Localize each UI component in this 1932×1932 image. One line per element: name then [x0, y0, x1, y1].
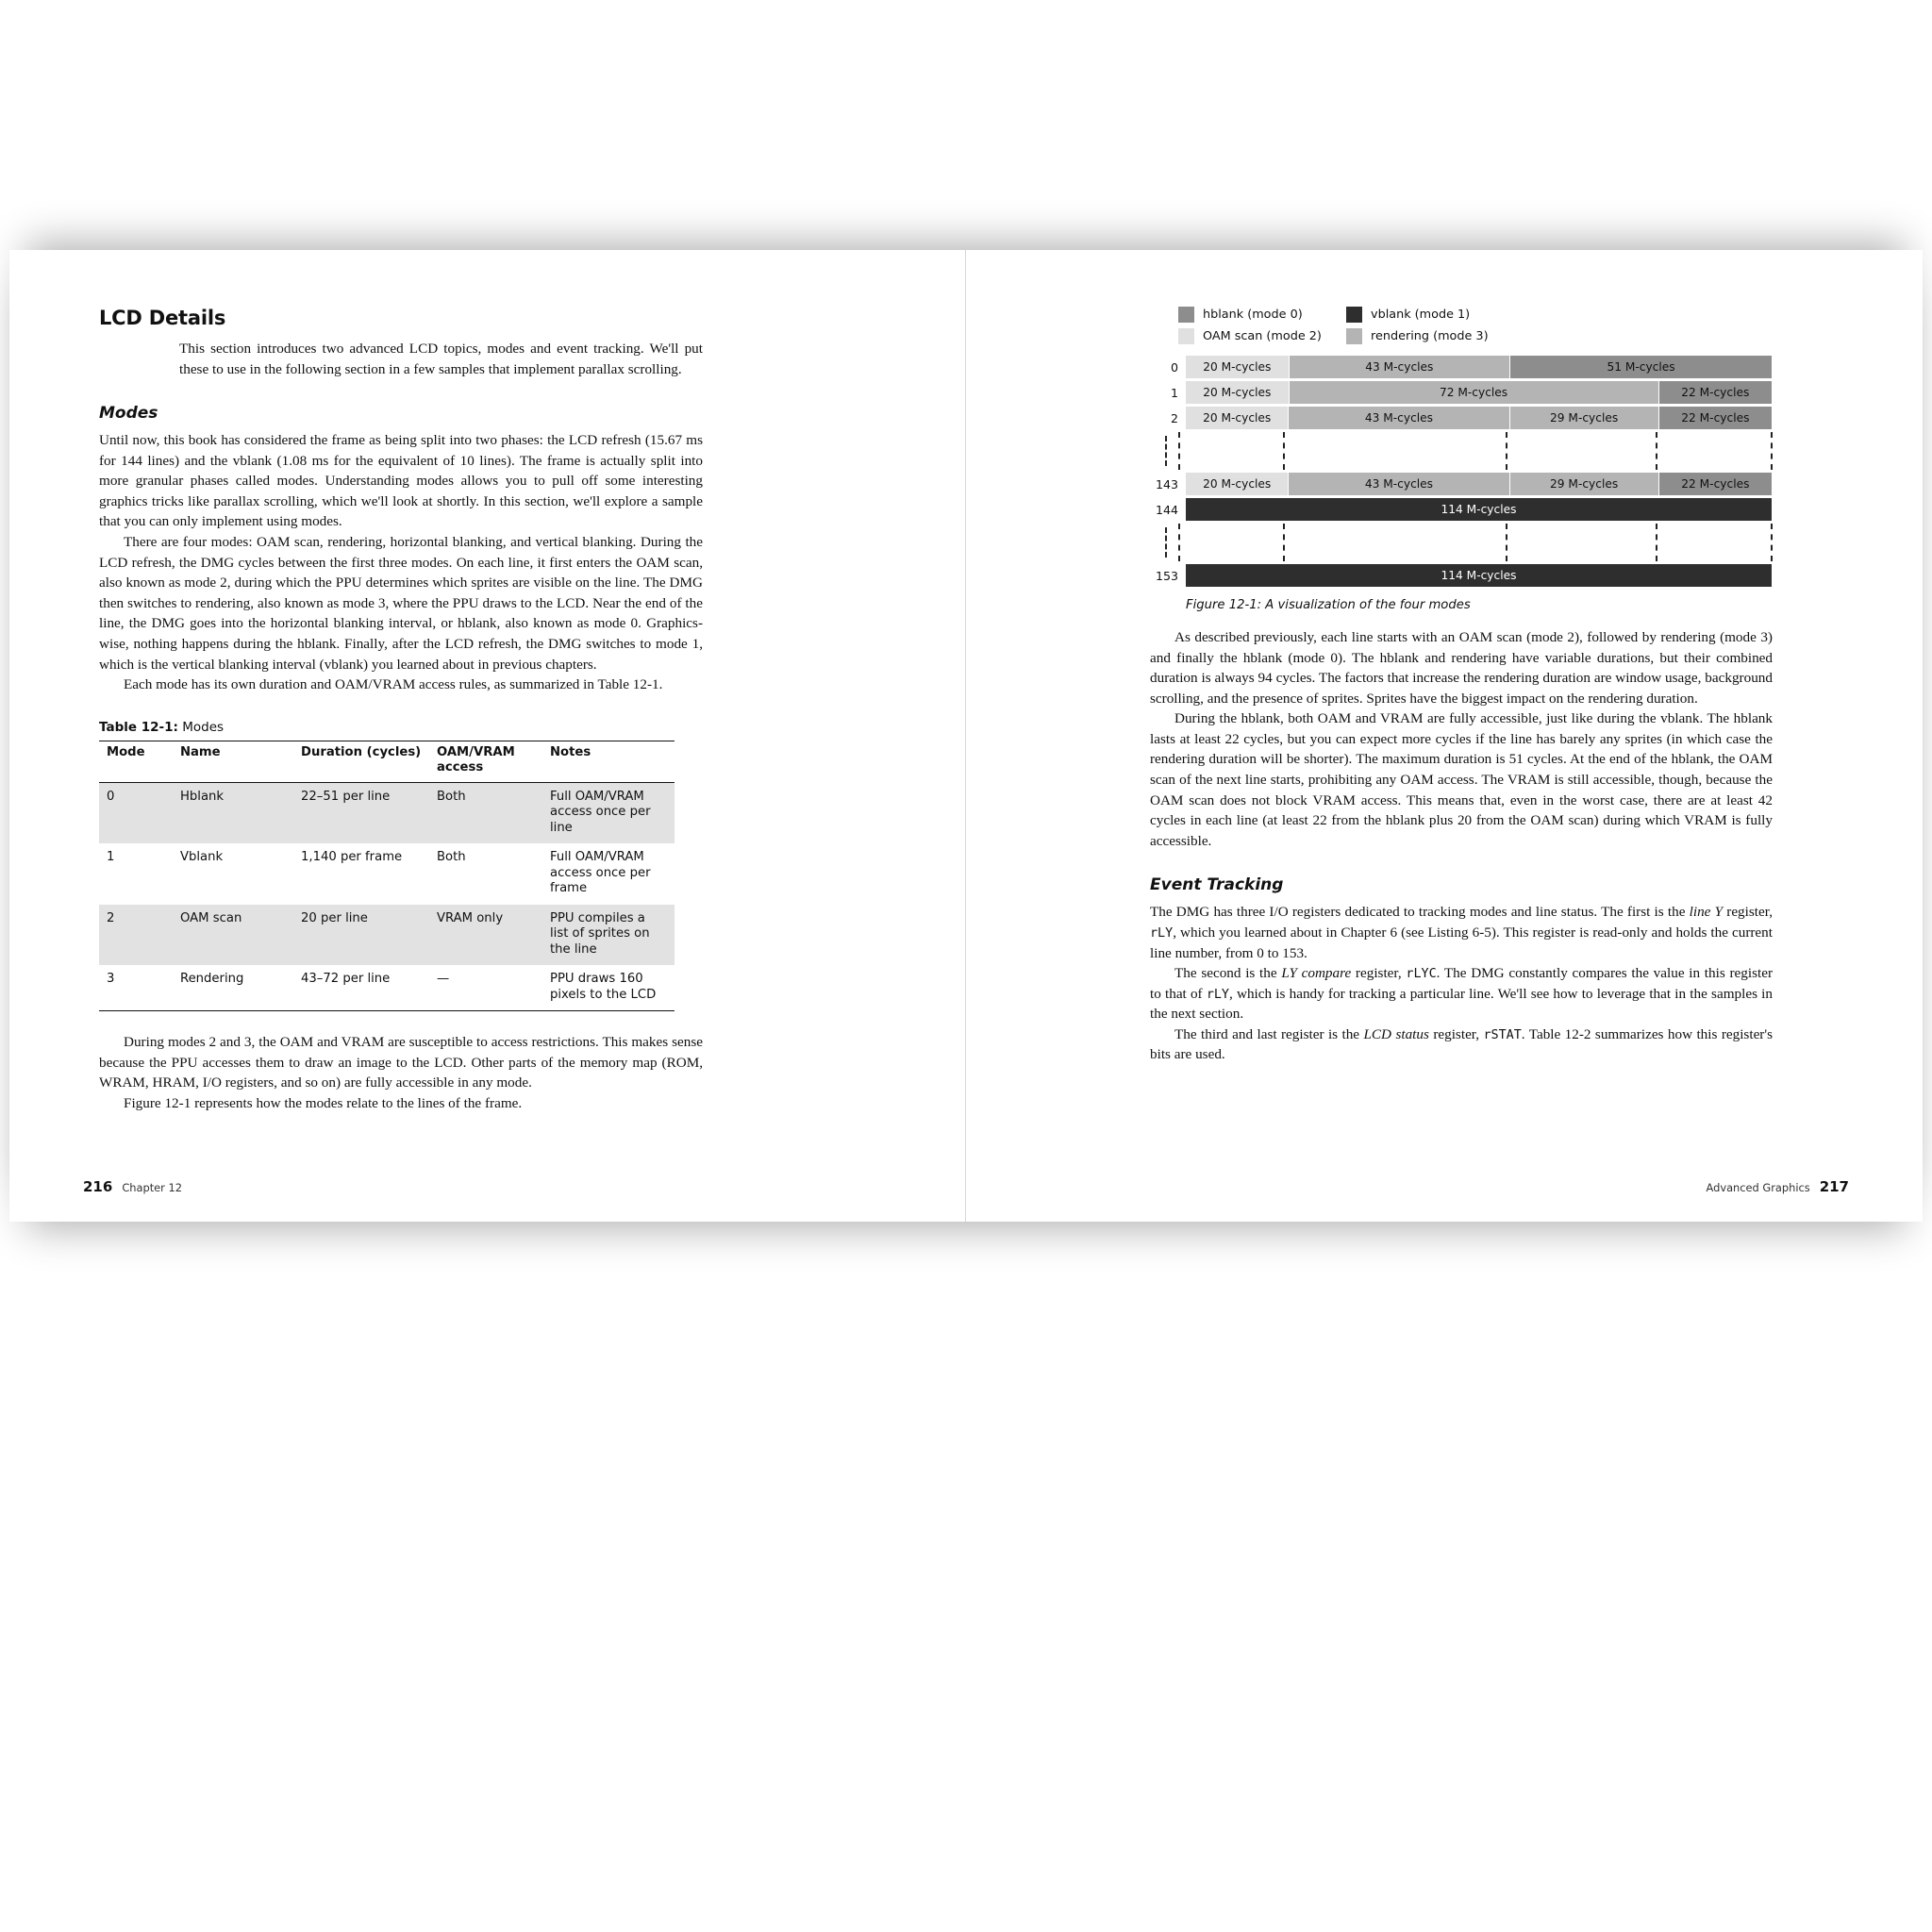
figure-row-line-2	[1150, 407, 1773, 429]
cell-notes: PPU draws 160 pixels to the LCD	[542, 965, 675, 1011]
figure-row-label: 153	[1155, 568, 1178, 583]
bar-rendering-extra: 29 M-cycles	[1510, 473, 1659, 495]
figure-gap-columns	[1178, 524, 1773, 561]
figure-row-label: 143	[1155, 476, 1178, 491]
figure-row-line-0	[1150, 356, 1773, 378]
text-fragment: , which is handy for tracking a particular line. We'll see how to leverage that in the samples in the next section.	[1150, 985, 1773, 1023]
paragraph-figure-ref: Figure 12-1 represents how the modes relate to the lines of the frame.	[124, 1094, 523, 1111]
figure-row-bars	[1186, 473, 1773, 495]
figure-row-bars	[1186, 407, 1773, 429]
cell-access: Both	[429, 782, 542, 843]
bar-oam-scan: 20 M-cycles	[1186, 381, 1290, 404]
cell-notes: PPU compiles a list of sprites on the line	[542, 905, 675, 966]
gap-column	[1656, 524, 1773, 561]
figure-gap-lower	[1150, 524, 1773, 561]
paragraph-modes-1: Until now, this book has considered the frame as being split into two phases: the LCD refresh (15.67 ms for 144 lines) and the vblank (1.08 ms for the equivalent of 10 lines). The frame is actually split into more granular phases called modes. Understanding modes allows you to pull off some interesting graphics tricks like parallax scrolling, which we'll look at shortly. In this section, we'll explore a sample that you can only implement using modes.	[99, 432, 703, 530]
table-caption-label: Table 12-1:	[99, 719, 178, 735]
page-left	[9, 250, 966, 1222]
cell-access: VRAM only	[429, 905, 542, 966]
column-header-name: Name	[173, 741, 293, 782]
text-fragment: register,	[1723, 904, 1773, 921]
intro-paragraph: This section introduces two advanced LCD topics, modes and event tracking. We'll put these to use in the following section in a few samples that implement parallax scrolling.	[179, 341, 703, 377]
figure-row-label: 0	[1170, 359, 1178, 375]
subsection-heading-modes: Modes	[99, 404, 158, 424]
bar-rendering: 43 M-cycles	[1289, 473, 1509, 495]
column-header-notes: Notes	[542, 741, 675, 782]
paragraph-modes-3: Each mode has its own duration and OAM/VRAM access rules, as summarized in Table 12-1.	[124, 676, 663, 693]
bar-rendering: 43 M-cycles	[1290, 356, 1510, 378]
legend-swatch-icon	[1178, 328, 1194, 344]
left-page-content	[99, 307, 703, 1113]
figure-row-label: 1	[1170, 385, 1178, 400]
legend-item-hblank	[1178, 307, 1329, 323]
figure-modes-diagram	[1150, 356, 1773, 587]
cell-name: Rendering	[173, 965, 293, 1011]
paragraph-modes-description: As described previously, each line starts with an OAM scan (mode 2), followed by rendering (mode 3) and finally the hblank (mode 0). The hblank and rendering have variable durations, but their combined duration is always 94 cycles. The factors that increase the rendering duration are window usage, background scrolling, and the presence of sprites. Sprites have the biggest impact on the rendering duration.	[1150, 629, 1773, 707]
bar-oam-scan: 20 M-cycles	[1186, 473, 1289, 495]
paragraph-registers-stat	[1150, 1024, 1773, 1065]
legend-item-vblank	[1346, 307, 1497, 323]
cell-mode: 2	[99, 905, 173, 966]
right-page-content	[1150, 307, 1773, 1065]
bar-hblank: 22 M-cycles	[1659, 407, 1773, 429]
bar-hblank: 22 M-cycles	[1659, 473, 1773, 495]
subsection-heading-event-tracking: Event Tracking	[1150, 875, 1284, 895]
bar-oam-scan: 20 M-cycles	[1186, 356, 1290, 378]
legend-label: rendering (mode 3)	[1371, 329, 1489, 343]
cell-name: OAM scan	[173, 905, 293, 966]
text-fragment: . The DMG constantly compares the value in this register to that of	[1150, 965, 1773, 1002]
bar-rendering: 43 M-cycles	[1289, 407, 1509, 429]
figure-row-line-143	[1150, 473, 1773, 495]
figure-row-line-144	[1150, 498, 1773, 521]
gap-column	[1506, 432, 1657, 470]
paragraph-registers-lyc	[1150, 963, 1773, 1024]
modes-table	[99, 741, 675, 1012]
cell-mode: 3	[99, 965, 173, 1011]
code-rstat: rSTAT	[1483, 1027, 1522, 1042]
table-row	[99, 965, 675, 1011]
modes-table-body	[99, 782, 675, 1011]
code-rly: rLY	[1150, 925, 1174, 941]
cell-duration: 43–72 per line	[293, 965, 429, 1011]
cell-mode: 1	[107, 850, 115, 865]
emphasis-line-y: line Y	[1689, 904, 1724, 921]
cell-duration: 22–51 per line	[293, 782, 429, 843]
gap-column	[1178, 524, 1283, 561]
column-header-mode: Mode	[99, 741, 173, 782]
cell-duration: 20 per line	[293, 905, 429, 966]
emphasis-ly-compare: LY compare	[1281, 965, 1352, 982]
paragraph-access-restrictions: During modes 2 and 3, the OAM and VRAM are susceptible to access restrictions. This makes sense because the PPU accesses them to draw an image to the LCD. Other parts of the memory map (ROM, WRAM, HRAM, I/O registers, and so on) are fully accessible in any mode.	[99, 1034, 703, 1091]
figure-row-bars	[1186, 564, 1773, 587]
page-right	[966, 250, 1923, 1222]
gap-column	[1178, 432, 1283, 470]
cell-name: Vblank	[180, 850, 224, 865]
intro-paragraph-wrapper	[179, 339, 703, 379]
bar-vblank: 114 M-cycles	[1186, 498, 1773, 521]
legend-item-rendering	[1346, 328, 1497, 344]
legend-label: vblank (mode 1)	[1371, 308, 1471, 322]
page-number: 217	[1819, 1178, 1849, 1195]
chapter-label: Chapter 12	[122, 1181, 182, 1194]
emphasis-lcd-status: LCD status	[1363, 1025, 1429, 1042]
legend-swatch-icon	[1178, 307, 1194, 323]
text-fragment: The DMG has three I/O registers dedicated to tracking modes and line status. The first is the	[1150, 904, 1690, 921]
table-caption-text: Modes	[182, 719, 225, 735]
cell-notes: Full OAM/VRAM access once per frame	[550, 850, 651, 896]
figure-gap-dashes	[1150, 432, 1178, 470]
bar-rendering-extra: 29 M-cycles	[1510, 407, 1659, 429]
bar-oam-scan: 20 M-cycles	[1186, 407, 1289, 429]
figure-row-bars	[1186, 498, 1773, 521]
legend-item-oam-scan	[1178, 328, 1329, 344]
gap-column	[1283, 524, 1506, 561]
gap-column	[1656, 432, 1773, 470]
footer-right	[1707, 1178, 1850, 1195]
paragraph-hblank-details: During the hblank, both OAM and VRAM are fully accessible, just like during the vblank. The hblank lasts at least 22 cycles, but you can expect more cycles if the line has barely any sprites (in which case the rendering duration will be shorter). The maximum duration is 51 cycles. At the end of the hblank, the OAM scan of the next line starts, prohibiting any OAM access. The VRAM is still accessible, though, because the OAM scan does not block VRAM access. This means that, even in the worst case, there are at least 42 cycles in each line (at least 22 from the hblank plus 20 from the OAM scan) during which VRAM is fully accessible.	[1150, 710, 1773, 849]
cell-name: Hblank	[173, 782, 293, 843]
figure-row-bars	[1186, 356, 1773, 378]
legend-label: OAM scan (mode 2)	[1203, 329, 1322, 343]
cell-notes: Full OAM/VRAM access once per line	[542, 782, 675, 843]
text-fragment: register,	[1351, 965, 1407, 982]
text-fragment: . Table 12-2 summarizes how this register's bits are used.	[1150, 1025, 1774, 1063]
figure-row-line-153	[1150, 564, 1773, 587]
figure-row-label: 144	[1155, 502, 1178, 517]
table-header-row	[99, 741, 675, 782]
gap-column	[1283, 432, 1506, 470]
bar-hblank: 51 M-cycles	[1510, 356, 1773, 378]
legend-label: hblank (mode 0)	[1203, 308, 1303, 322]
figure-row-line-1	[1150, 381, 1773, 404]
paragraph-registers-ly	[1150, 902, 1773, 963]
bar-hblank: 22 M-cycles	[1659, 381, 1773, 404]
table-row	[99, 782, 675, 843]
code-rlyc: rLYC	[1406, 967, 1437, 982]
cell-access: —	[429, 965, 542, 1011]
column-header-duration: Duration (cycles)	[293, 741, 429, 782]
modes-table-head	[99, 741, 675, 782]
column-header-access: OAM/VRAM access	[429, 741, 542, 782]
table-caption	[99, 720, 703, 735]
paragraph-modes-2: There are four modes: OAM scan, rendering, horizontal blanking, and vertical blanking. During the LCD refresh, the DMG cycles between the first three modes. On each line, it first enters the OAM scan, also known as mode 2, during which the PPU determines which sprites are visible on the line. The DMG then switches to rendering, also known as mode 3, where the PPU draws to the LCD. Near the end of the line, the DMG goes into the horizontal blanking interval, or hblank, also known as mode 0. Graphics-wise, nothing happens during the hblank. Finally, after the LCD refresh, the DMG switches to mode 1, which is the vertical blanking interval (vblank) you learned about in previous chapters.	[99, 534, 703, 673]
page-number: 216	[83, 1178, 113, 1195]
gap-column	[1506, 524, 1657, 561]
figure-gap-columns	[1178, 432, 1773, 470]
text-fragment: The third and last register is the	[1174, 1025, 1364, 1042]
chapter-label: Advanced Graphics	[1706, 1181, 1810, 1194]
footer-left	[83, 1178, 182, 1195]
bar-vblank: 114 M-cycles	[1186, 564, 1773, 587]
figure-legend	[1178, 307, 1773, 344]
legend-swatch-icon	[1346, 307, 1362, 323]
legend-swatch-icon	[1346, 328, 1362, 344]
book-spread	[9, 250, 1923, 1222]
text-fragment: register,	[1428, 1025, 1484, 1042]
figure-gap-upper	[1150, 432, 1773, 470]
code-rly-2: rLY	[1206, 987, 1229, 1002]
cell-mode: 0	[99, 782, 173, 843]
text-fragment: The second is the	[1174, 965, 1282, 982]
cell-access: Both	[437, 850, 466, 865]
page-title: LCD Details	[99, 307, 226, 329]
table-row	[99, 843, 675, 905]
figure-gap-dashes	[1150, 524, 1178, 561]
bar-rendering: 72 M-cycles	[1290, 381, 1659, 404]
text-fragment: , which you learned about in Chapter 6 (see Listing 6-5). This register is read-only and holds the current line number, from 0 to 153.	[1150, 924, 1773, 961]
figure-caption: Figure 12-1: A visualization of the four modes	[1186, 598, 1471, 612]
figure-row-label: 2	[1170, 410, 1178, 425]
figure-row-bars	[1186, 381, 1773, 404]
table-row	[99, 905, 675, 966]
cell-duration: 1,140 per frame	[301, 850, 403, 865]
